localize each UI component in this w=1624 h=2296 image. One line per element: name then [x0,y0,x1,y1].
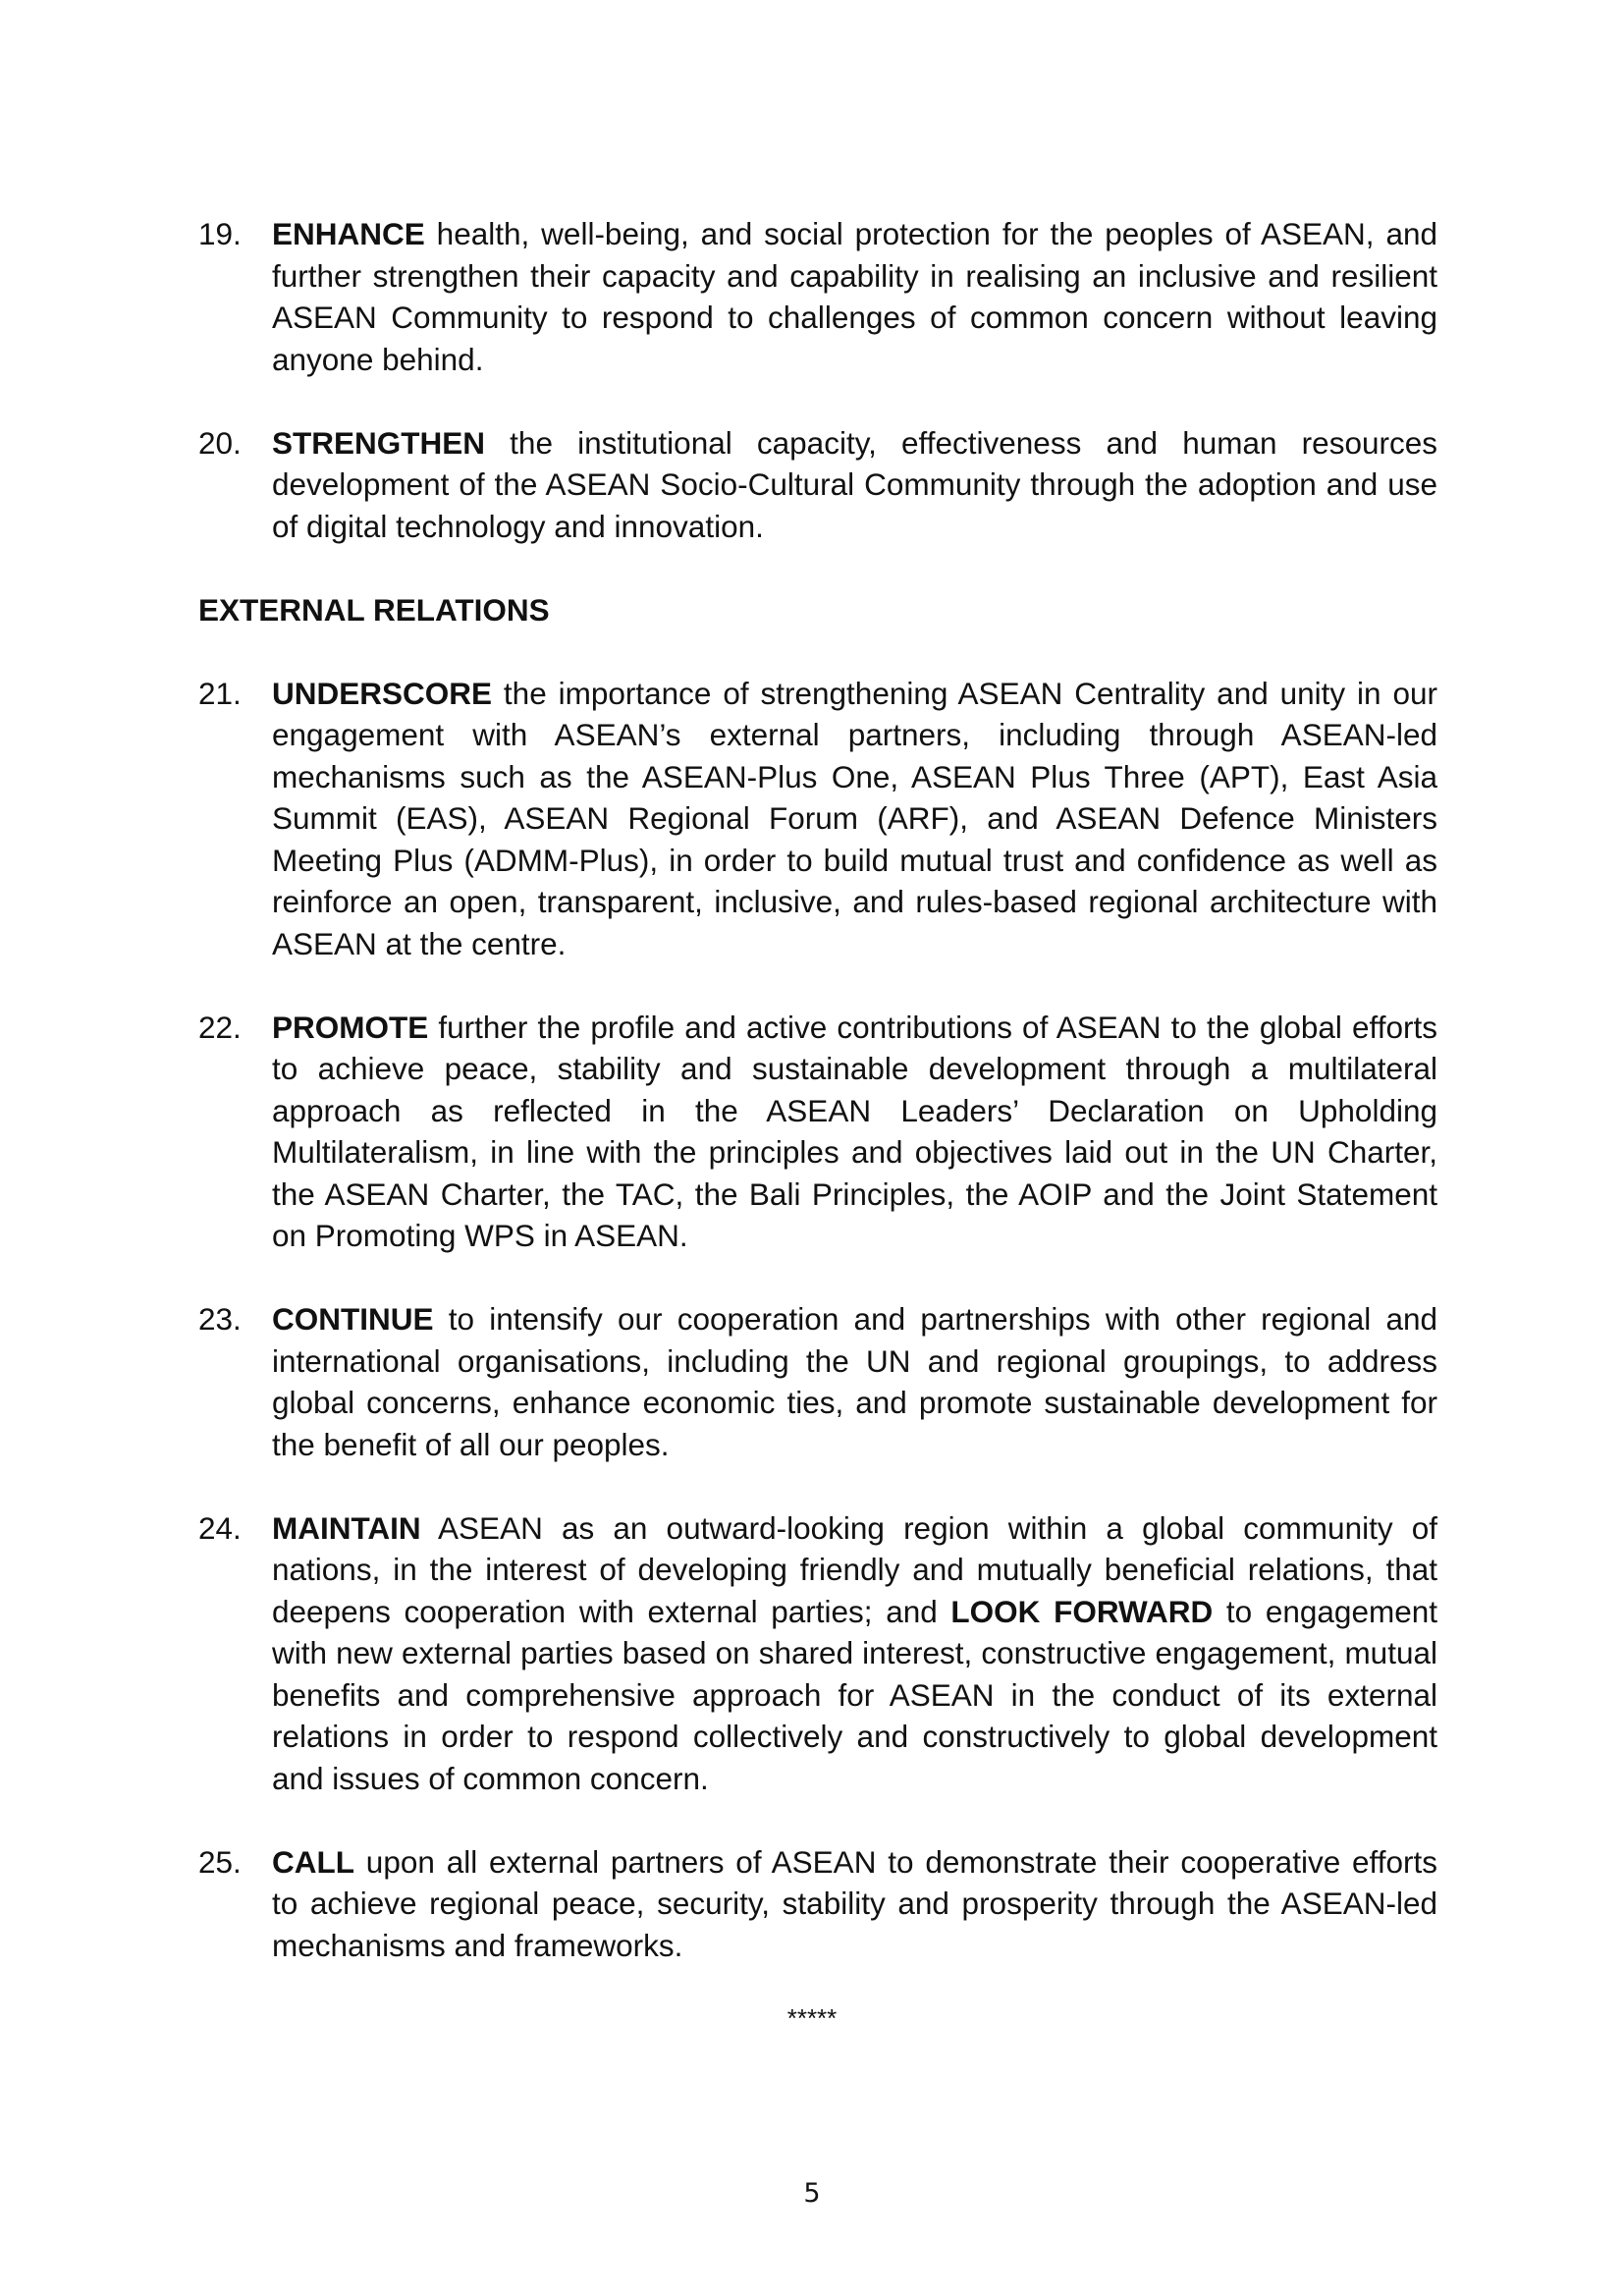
operative-verb: CONTINUE [272,1301,434,1337]
paragraph-number: 21. [198,675,242,711]
section-heading: EXTERNAL RELATIONS [198,591,550,628]
page-number: 5 [803,2178,821,2209]
operative-verb: ENHANCE [272,216,425,251]
paragraph-number: 19. [198,216,242,251]
paragraph-23 [198,1298,1437,1465]
operative-verb: CALL [272,1843,354,1880]
paragraph-number: 23. [198,1301,242,1337]
paragraph-20 [198,422,1437,548]
paragraph-19 [198,213,1437,380]
document-body [198,213,1437,2008]
paragraph-clause: further the profile and active contributions of ASEAN to the global efforts to achieve peace, stability and sustainable development through a multilateral approach as reflected in the ASEAN Leaders’ Declaration on Upholding Multilateralism, in line with the principles and objectives laid out in the UN Charter, the ASEAN Charter, the TAC, the Bali Principles, the AOIP and the Joint Statement on Promoting WPS in ASEAN. [272,1009,1437,1253]
paragraph-clause: ASEAN as an outward-looking region within a global community of nations, in the interest of developing friendly and mutually beneficial relations, that deepens cooperation with external parties; and [272,1509,1437,1629]
paragraph-text [272,1007,1437,1257]
paragraph-clause: health, well-being, and social protection for the peoples of ASEAN, and further strengthen their capacity and capability in realising an inclusive and resilient ASEAN Community to respond to challenges of common concern without leaving anyone behind. [272,216,1437,377]
paragraph-clause: to intensify our cooperation and partnerships with other regional and international organisations, including the UN and regional groupings, to address global concerns, enhance economic ties, and promote sustainable development for the benefit of all our peoples. [272,1301,1437,1462]
paragraph-number: 20. [198,424,242,461]
operative-verb: UNDERSCORE [272,675,493,711]
paragraph-clause-secondary: to engagement with new external parties based on shared interest, constructive engagement, mutual benefits and comprehensive approach for ASEAN in the conduct of its external relations in order to respond collectively and constructively to global development and issues of common concern. [272,1593,1437,1796]
paragraph-text [272,213,1437,380]
operative-verb: MAINTAIN [272,1509,421,1546]
paragraph-25 [198,1841,1437,1967]
paragraph-text [272,1841,1437,1967]
paragraph-clause: the importance of strengthening ASEAN Centrality and unity in our engagement with ASEAN’s external partners, including through ASEAN-led mechanisms such as the ASEAN-Plus One, ASEAN Plus Three (APT), East Asia Summit (EAS), ASEAN Regional Forum (ARF), and ASEAN Defence Ministers Meeting Plus (ADMM-Plus), in order to build mutual trust and confidence as well as reinforce an open, transparent, inclusive, and rules-based regional architecture with ASEAN at the centre. [272,675,1437,961]
paragraph-number: 22. [198,1009,242,1045]
paragraph-text [272,422,1437,548]
paragraph-text [272,1298,1437,1465]
paragraph-clause: the institutional capacity, effectiveness and human resources development of the ASEAN Socio-Cultural Community through the adoption and use of digital technology and innovation. [272,424,1437,544]
operative-verb: STRENGTHEN [272,424,486,461]
paragraph-22 [198,1007,1437,1257]
paragraph-24 [198,1507,1437,1800]
paragraph-number: 25. [198,1843,242,1880]
paragraph-21 [198,673,1437,965]
paragraph-number: 24. [198,1509,242,1546]
operative-verb-secondary: LOOK FORWARD [950,1593,1214,1629]
paragraph-text [272,673,1437,965]
paragraph-text [272,1507,1437,1800]
paragraph-clause: upon all external partners of ASEAN to demonstrate their cooperative efforts to achieve regional peace, security, stability and prosperity through the ASEAN-led mechanisms and frameworks. [272,1843,1437,1963]
operative-verb: PROMOTE [272,1009,429,1045]
end-separator: ***** [786,2003,838,2033]
